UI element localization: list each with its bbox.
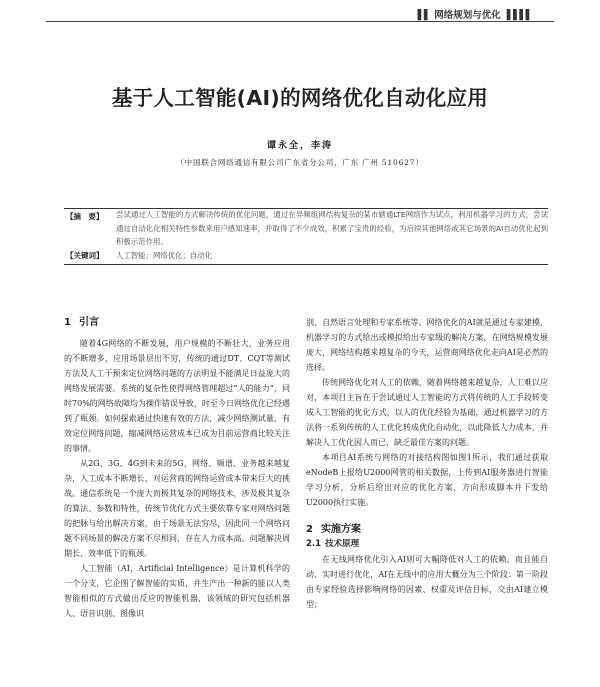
column-ornament-icon: ▌▌▌▌ <box>506 10 532 21</box>
header-rule <box>46 21 554 22</box>
paragraph: 人工智能（AI，Artificial Intelligence）是计算机科学的一个分支，它企图了解智能的实质，并生产出一种新的能以人类智能相似的方式做出反应的智能机器，该领域的研究包括机器人、语音识别、图像识 <box>64 564 290 618</box>
subsection-number: 2.1 <box>306 539 322 549</box>
paragraph: 在无线网络优化引入AI则可大幅降低对人工的依赖，而且能自动、实时进行优化，AI在无线中的应用大概分为三个阶段：第一阶段由专家经验选择影响网络的因素、权重及评估目标，交由AI建立模型； <box>306 555 548 609</box>
subsection-title: 技术原理 <box>325 539 360 549</box>
section-title: 引言 <box>78 317 99 328</box>
section-title: 实施方案 <box>320 524 361 535</box>
column-name: 网络规划与优化 <box>434 10 501 21</box>
abstract-bottom-rule <box>64 264 548 265</box>
abstract-label: 【摘 要】 <box>66 212 104 221</box>
section-2-heading <box>306 522 548 537</box>
right-column <box>306 315 548 612</box>
paragraph: 随着4G网络的不断发展，用户规模的不断壮大，业务应用的不断增多，应用场景层出不穷，传统的通过DT、CQT等测试方法及人工干预来定位网络问题的方法明显不能满足日益庞大的网络发展需要。系统的复杂性使得网络管理超过“人的能力”，同时70%的网络故障均为操作错误导致，时至今日网络优化已经遇到了瓶颈。如何探索通过快速有效的方法，减少网络测试量，有效定位网络问题，缩减网络运营成本已成为目前运营商比较关注的事情。 <box>64 339 290 453</box>
keywords-text: 人工智能；网络优化；自动化 <box>116 251 213 260</box>
paragraph: 从2G、3G、4G到未来的5G，网络、频谱、业务越来越复杂，人工成本不断增长，对运营商的网络运营成本带来巨大的挑战。通信系统是一个庞大而极其复杂的网络技术，涉及极其复杂的算法、参数和特性，传统节优化方式主要依靠专家对网络问题的把脉与给出解决方案，由于场景无法穷尽，因此同一个网络问题不同场景的解决方案不尽相同，存在人力成本高、问题解决周期长、效率低下的瓶颈。 <box>64 459 290 558</box>
section-1-heading <box>64 315 290 330</box>
left-column <box>64 315 290 621</box>
authors: 谭永全，李涛 <box>266 141 333 151</box>
paragraph: 传统网络优化对人工的依赖，随着网络越来越复杂，人工难以应对，本项目主旨在于尝试通过人工智能的方式将传统的人工手段转变成人工智能的优化方式，以人的优化经验为基础，通过机器学习的方法将一系列传统的人工优化转成优化自动化，以此降低人力成本，并解决人工优化因人而已，缺乏最佳方案的问题。 <box>306 378 548 447</box>
abstract-text: 尝试通过人工智能的方式解决传统的优化问题，通过在异频组网结构复杂的某市辖通LTE网络作为试点，利用机器学习的方式，尝试通过自动化化相关特性参数来用户感知速率，并取得了不少成效，积累了宝贵的经验，为后续其他网络或其它场景的AI自动优化起到积极示范作用。 <box>116 210 548 246</box>
paragraph: 本项目AI系统与网络的对接结构图如图1所示，我们通过获取eNodeB上报给U2000网管的相关数据，上传到AI服务器进行智能学习分析，分析后给出对应的优化方案，方向形成脚本并下发给U2000执行实施。 <box>306 453 548 507</box>
column-marker-icon: ▌▌ <box>417 10 431 21</box>
paragraph: 别、自然语言处理和专家系统等。网络优化的AI就是通过专家建模、机器学习的方式给出或模拟给出专家级的解决方案，在网络规模发展庞大，网络结构越来越复杂的今天，运营商网络优化走向AI是必然的选择。 <box>306 318 548 372</box>
subsection-2-1-heading <box>306 537 548 552</box>
section-number: 1 <box>64 317 71 328</box>
affiliation: （中国联合网络通信有限公司广东省分公司，广东 广州 510627） <box>176 158 424 167</box>
column-tag <box>418 7 532 21</box>
section-number: 2 <box>306 524 313 535</box>
paper-title: 基于人工智能(AI)的网络优化自动化应用 <box>111 86 489 110</box>
keywords-label: 【关键词】 <box>66 251 104 260</box>
